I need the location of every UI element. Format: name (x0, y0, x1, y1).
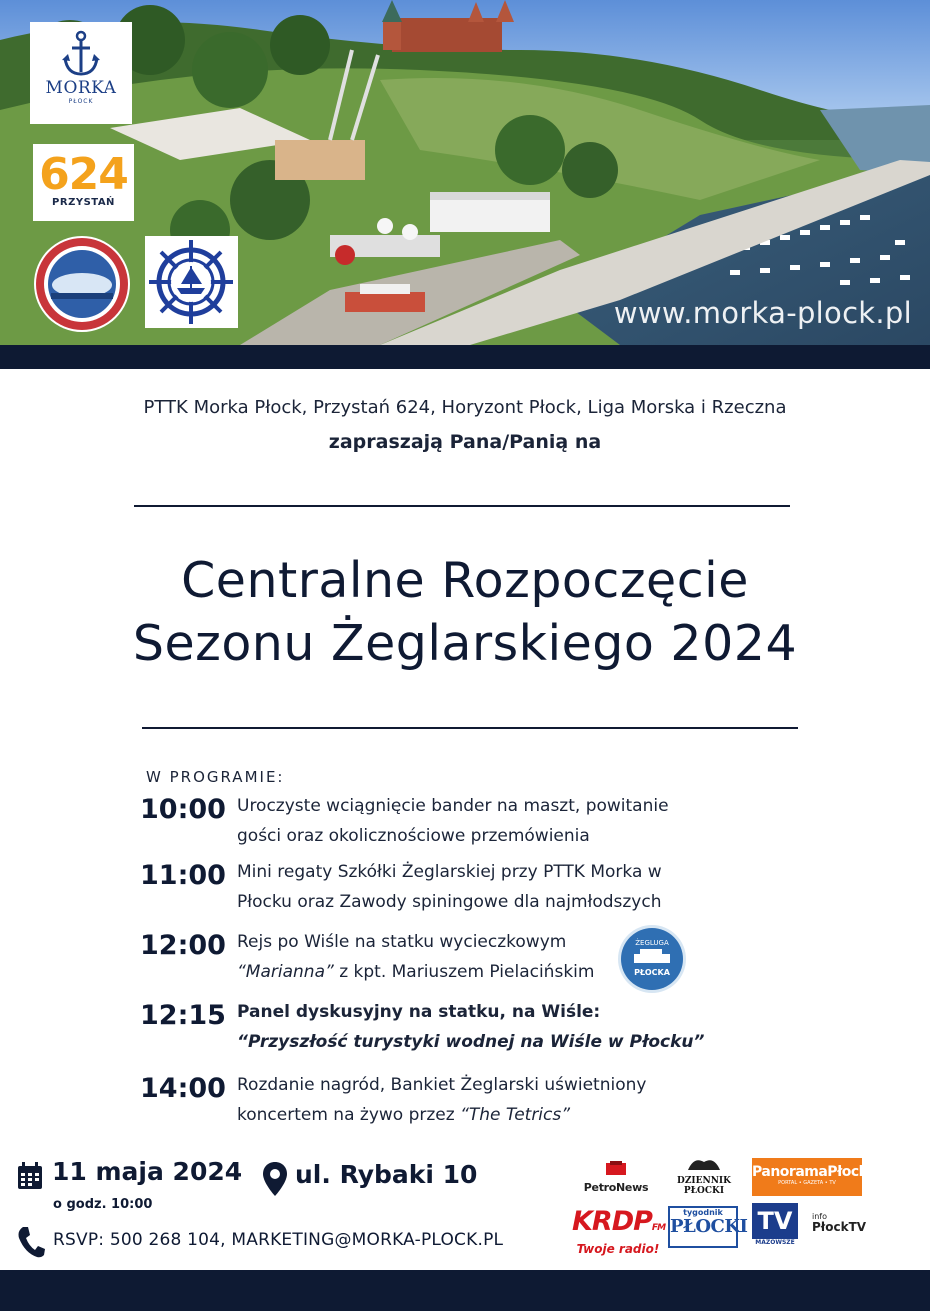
program-time: 12:00 (140, 930, 226, 961)
hero-photo (0, 0, 930, 345)
svg-text:PŁOCKA: PŁOCKA (634, 968, 670, 977)
event-date: 11 maja 2024 (52, 1157, 243, 1186)
sponsor-info-plock-tv-logo: info PłockTV (812, 1212, 867, 1234)
divider-top (134, 505, 790, 507)
event-title-line-1: Centralne Rozpoczęcie (181, 552, 749, 609)
event-title-line-2: Sezonu Żeglarskiego 2024 (132, 615, 798, 672)
invite-line: zapraszają Pana/Panią na (328, 431, 602, 453)
footer-bar (0, 1270, 930, 1311)
ship-badge-icon (617, 924, 687, 994)
program-desc: Mini regaty Szkółki Żeglarskiej przy PTTK Morka w Płocku oraz Zawody spiningowe dla najmłodszych (237, 862, 662, 912)
sponsor-dziennik-plocki-logo: DZIENNIK PŁOCKI (670, 1156, 738, 1198)
sponsor-tygodnik-plocki-logo: tygodnik PŁOCKI (668, 1206, 738, 1248)
horyzont-badge-icon (33, 235, 131, 333)
program-desc: Panel dyskusyjny na statku, na Wiśle: “Przyszłość turystyki wodnej na Wiśle w Płocku” (237, 1002, 705, 1052)
program-time: 10:00 (140, 794, 226, 825)
ship-wheel-icon (145, 236, 238, 328)
calendar-icon (17, 1162, 43, 1190)
program-time: 14:00 (140, 1073, 226, 1104)
zegluga-plocka-logo (617, 924, 687, 994)
morka-logo-name: MORKA (45, 78, 117, 98)
petronews-icon (606, 1161, 626, 1175)
program-desc: Rejs po Wiśle na statku wycieczkowym “Marianna” z kpt. Mariuszem Pielacińskim (237, 932, 595, 982)
morka-logo (30, 22, 132, 124)
svg-text:ŻEGLUGA: ŻEGLUGA (635, 939, 669, 947)
divider-bottom (142, 727, 798, 729)
phone-icon (17, 1226, 45, 1258)
program-desc: Rozdanie nagród, Bankiet Żeglarski uświetniony koncertem na żywo przez “The Tetrics” (237, 1075, 647, 1125)
program-time: 12:15 (140, 1000, 226, 1031)
sponsor-petronews-logo: PetroNews (580, 1160, 652, 1194)
marina-aerial-photo (0, 0, 930, 345)
morka-logo-city: PŁOCK (68, 98, 94, 105)
sponsor-tv-mazowsze-logo: TV MAZOWSZE (752, 1203, 798, 1249)
sponsor-panorama-plock-logo: PanoramaPłock PORTAL • GAZETA • TV (752, 1158, 862, 1196)
website-url[interactable]: www.morka-plock.pl (613, 296, 912, 330)
dziennik-crest-icon (684, 1156, 724, 1172)
przystan-label: PRZYSTAŃ (52, 197, 115, 208)
event-hour: o godz. 10:00 (53, 1197, 153, 1212)
event-address: ul. Rybaki 10 (295, 1160, 478, 1189)
przystan-number: 624 (39, 149, 128, 200)
hero-divider-bar (0, 345, 930, 369)
horyzont-logo (33, 235, 131, 333)
program-heading: W PROGRAMIE: (146, 768, 285, 786)
rsvp-contact[interactable]: RSVP: 500 268 104, MARKETING@MORKA-PLOCK.PL (53, 1230, 504, 1250)
program-time: 11:00 (140, 860, 226, 891)
anchor-icon (62, 30, 100, 78)
organizers-line: PTTK Morka Płock, Przystań 624, Horyzont Płock, Liga Morska i Rzeczna (143, 397, 787, 418)
przystan-624-logo (33, 144, 134, 221)
map-pin-icon (263, 1162, 287, 1196)
lmr-logo (145, 236, 238, 328)
sponsor-krdp-logo: KRDPFM Twoje radio! (572, 1206, 666, 1256)
program-desc: Uroczyste wciągnięcie bander na maszt, powitanie gości oraz okolicznościowe przemówienia (237, 796, 669, 846)
